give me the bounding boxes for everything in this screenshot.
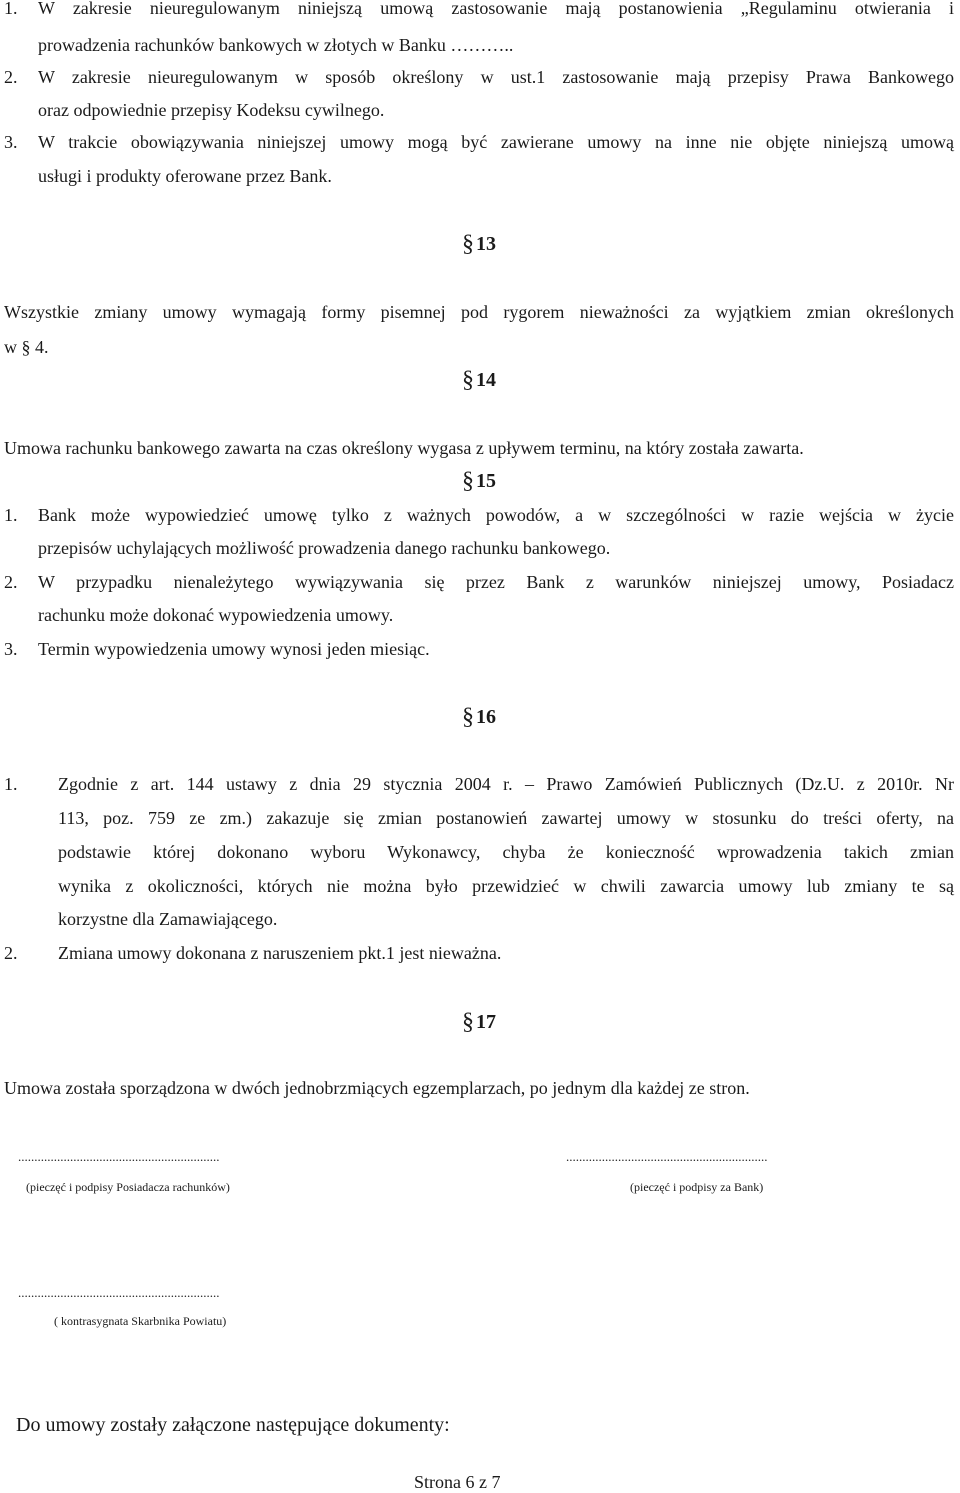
list-item-line: Zmiana umowy dokonana z naruszeniem pkt.1 jest nieważna. bbox=[58, 943, 502, 963]
list-item-line: Termin wypowiedzenia umowy wynosi jeden miesiąc. bbox=[38, 639, 430, 659]
list-item-line: Zgodnie z art. 144 ustawy z dnia 29 stycznia 2004 r. – Prawo Zamówień Publicznych (Dz.U. z 2010r. Nr bbox=[58, 774, 954, 794]
list-item-line: W trakcie obowiązywania niniejszej umowy mogą być zawierane umowy na inne nie objęte niniejszą umową bbox=[38, 132, 954, 152]
list-item-line: oraz odpowiednie przepisy Kodeksu cywilnego. bbox=[38, 100, 385, 120]
section-number: 13 bbox=[476, 233, 496, 255]
section-heading-16 bbox=[462, 705, 496, 729]
list-item-line: korzystne dla Zamawiającego. bbox=[58, 909, 278, 929]
section-symbol: § bbox=[462, 231, 474, 257]
list-number: 2. bbox=[4, 67, 18, 87]
section-symbol: § bbox=[462, 367, 474, 393]
list-item-line: 113, poz. 759 ze zm.) zakazuje się zmian postanowień zawartej umowy w stosunku do treści oferty, na bbox=[58, 808, 954, 828]
list-item-line: W zakresie nieuregulowanym niniejszą umową zastosowanie mają postanowienia „Regulaminu otwierania i bbox=[38, 0, 954, 18]
section-number: 15 bbox=[476, 470, 496, 492]
section-heading-15 bbox=[462, 469, 496, 493]
section-symbol: § bbox=[462, 468, 474, 494]
page-number-footer: Strona 6 z 7 bbox=[414, 1472, 501, 1492]
list-item-line: rachunku może dokonać wypowiedzenia umowy. bbox=[38, 605, 394, 625]
section-symbol: § bbox=[462, 704, 474, 730]
list-item-line: przepisów uchylających możliwość prowadzenia danego rachunku bankowego. bbox=[38, 538, 611, 558]
list-number: 1. bbox=[4, 505, 18, 525]
list-number: 3. bbox=[4, 132, 18, 152]
list-item-line: usługi i produkty oferowane przez Bank. bbox=[38, 166, 332, 186]
paragraph-line: w § 4. bbox=[4, 337, 49, 357]
list-number: 1. bbox=[4, 774, 18, 794]
section-number: 16 bbox=[476, 706, 496, 728]
paragraph-line: Umowa rachunku bankowego zawarta na czas określony wygasa z upływem terminu, na który została zawarta. bbox=[4, 438, 804, 458]
section-symbol: § bbox=[462, 1009, 474, 1035]
list-item-line: podstawie której dokonano wyboru Wykonawcy, chyba że konieczność wprowadzenia takich zmian bbox=[58, 842, 954, 862]
list-item-line: Bank może wypowiedzieć umowę tylko z ważnych powodów, a w szczególności w razie wejścia w życie bbox=[38, 505, 954, 525]
paragraph-line: Wszystkie zmiany umowy wymagają formy pisemnej pod rygorem nieważności za wyjątkiem zmian określonych bbox=[4, 302, 954, 322]
list-item-line: wynika z okoliczności, których nie można było przewidzieć w chwili zawarcia umowy lub zmiany te są bbox=[58, 876, 954, 896]
signature-line-right: .............................................................. bbox=[566, 1149, 768, 1164]
attachments-heading: Do umowy zostały załączone następujące dokumenty: bbox=[16, 1414, 450, 1436]
section-heading-17 bbox=[462, 1010, 496, 1034]
signature-label-left: (pieczęć i podpisy Posiadacza rachunków) bbox=[26, 1180, 230, 1194]
signature-label-treasurer: ( kontrasygnata Skarbnika Powiatu) bbox=[54, 1314, 227, 1328]
list-number: 2. bbox=[4, 572, 18, 592]
section-heading-13 bbox=[462, 232, 496, 256]
signature-label-right: (pieczęć i podpisy za Bank) bbox=[630, 1180, 764, 1194]
signature-line-left: .............................................................. bbox=[18, 1149, 220, 1164]
section-number: 14 bbox=[476, 369, 496, 391]
section-heading-14 bbox=[462, 368, 496, 392]
section-number: 17 bbox=[476, 1011, 496, 1033]
list-number: 3. bbox=[4, 639, 18, 659]
list-number: 1. bbox=[4, 0, 18, 18]
signature-line-treasurer: .............................................................. bbox=[18, 1285, 220, 1300]
list-item-line: W przypadku nienależytego wywiązywania się przez Bank z warunków niniejszej umowy, Posiadacz bbox=[38, 572, 954, 592]
paragraph-line: Umowa została sporządzona w dwóch jednobrzmiących egzemplarzach, po jednym dla każdej ze stron. bbox=[4, 1078, 750, 1098]
list-item-line: W zakresie nieuregulowanym w sposób określony w ust.1 zastosowanie mają przepisy Prawa Bankowego bbox=[38, 67, 954, 87]
list-item-line: prowadzenia rachunków bankowych w złotych w Banku ……….. bbox=[38, 35, 514, 55]
list-number: 2. bbox=[4, 943, 18, 963]
